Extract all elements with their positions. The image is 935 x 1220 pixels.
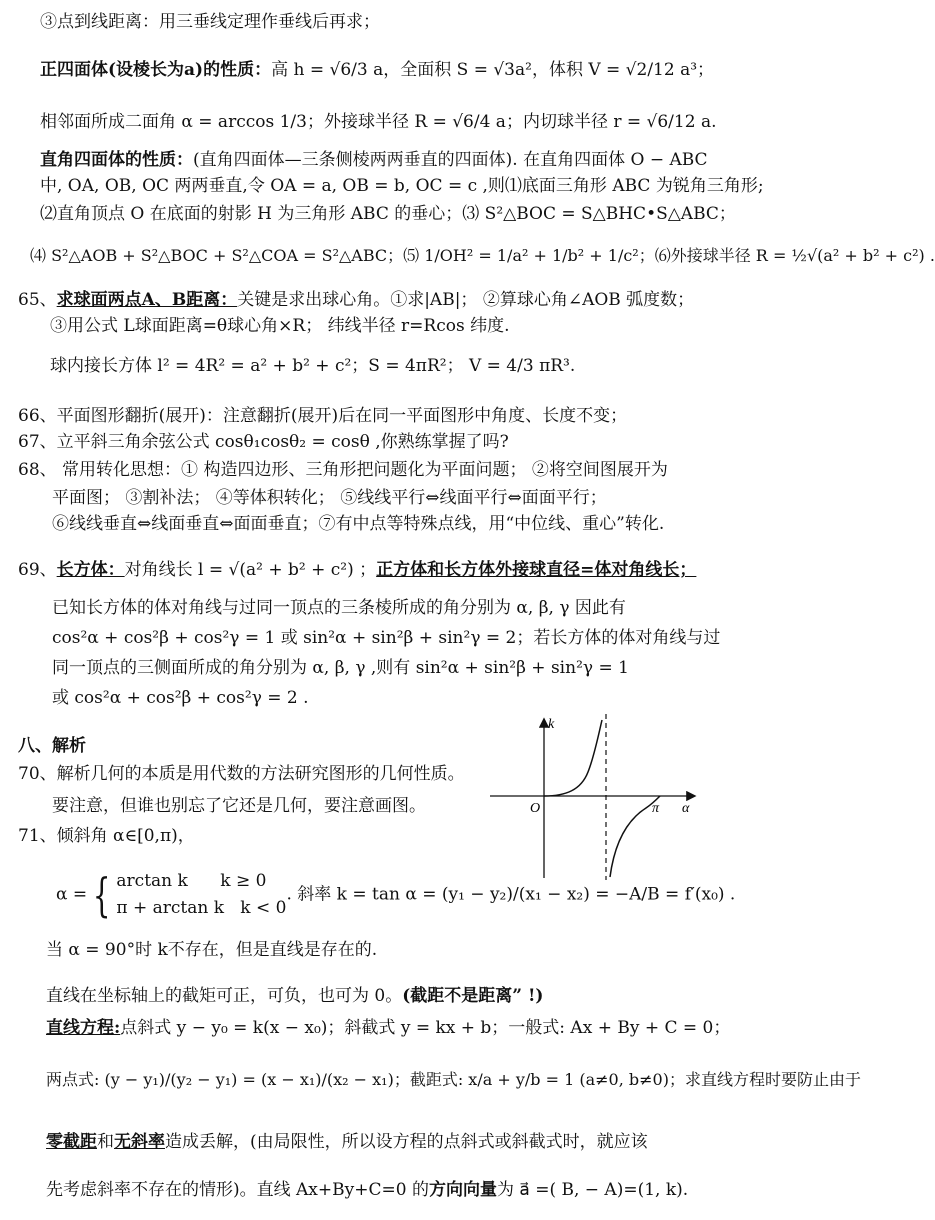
right-tetrahedron-line4: ⑷ S²△AOB + S²△BOC + S²△COA = S²△ABC；⑸ 1/OH² = 1/a² + 1/b² + 1/c²；⑹外接球半径 R = ½√(a² + b² + c²) . — [30, 246, 935, 265]
and-word: 和 — [97, 1132, 114, 1152]
intercept-warning: (截距不是距离” !) — [402, 986, 544, 1006]
item-69-line3: cos²α + cos²β + cos²γ = 1 或 sin²α + sin²β + sin²γ = 2；若长方体的体对角线与过 — [52, 628, 721, 648]
item-69-line1 — [18, 560, 696, 581]
k-label: k — [548, 717, 555, 732]
item-65-text1: 关键是求出球心角。①求|AB|； ②算球心角∠AOB 弧度数； — [237, 290, 695, 310]
item-67: 67、立平斜三角余弦公式 cosθ₁cosθ₂ = cosθ ,你熟练掌握了吗? — [18, 432, 509, 452]
item-68-line1: 68、 常用转化思想：① 构造四边形、三角形把问题化为平面问题； ②将空间图展开为 — [18, 460, 668, 480]
item-69-line2: 已知长方体的体对角线与过同一顶点的三条棱所成的角分别为 α, β, γ 因此有 — [52, 598, 626, 618]
item-65-head: 求球面两点A、B距离： — [56, 290, 238, 310]
item-69-diagonal: 对角线长 l = √(a² + b² + c²) ； — [124, 560, 377, 580]
item-71-line6: 两点式: (y − y₁)/(y₂ − y₁) = (x − x₁)/(x₂ − x₁)；截距式: x/a + y/b = 1 (a≠0, b≠0)；求直线方程时要防止由于 — [46, 1070, 861, 1089]
distance-point-line: ③点到线距离：用三垂线定理作垂线后再求； — [40, 12, 380, 32]
piecewise-lhs: α = — [56, 884, 88, 905]
right-tetrahedron-head: 直角四面体的性质： — [40, 150, 193, 170]
item-69-sphere: 正方体和长方体外接球直径=体对角线长； — [376, 560, 697, 580]
piecewise-case1: arctan k k ≥ 0 — [116, 871, 267, 891]
item-66: 66、平面图形翻折(展开)：注意翻折(展开)后在同一平面图形中角度、长度不变； — [18, 406, 628, 426]
item-65-line2: ③用公式 L球面距离=θ球心角×R； 纬线半径 r=Rcos 纬度. — [50, 316, 510, 336]
right-tetrahedron-line2: 中, OA, OB, OC 两两垂直,令 OA = a, OB = b, OC = c ,则⑴底面三角形 ABC 为锐角三角形; — [40, 176, 764, 196]
item-69-line4: 同一顶点的三侧面所成的角分别为 α, β, γ ,则有 sin²α + sin²β + sin²γ = 1 — [52, 658, 629, 678]
item-71-line7 — [46, 1132, 648, 1153]
line-equation-head: 直线方程: — [46, 1018, 121, 1038]
item-69-line5: 或 cos²α + cos²β + cos²γ = 2 . — [52, 688, 309, 708]
intercept-note: 直线在坐标轴上的截矩可正，可负，也可为 0。 — [46, 986, 403, 1006]
zero-intercept: 零截距 — [46, 1132, 97, 1152]
item-71-line1: 71、倾斜角 α∈[0,π)， — [18, 826, 195, 846]
item-68-line3: ⑥线线垂直⇔线面垂直⇔面面垂直；⑦有中点等特殊点线，用“中位线、重心”转化. — [52, 514, 665, 534]
alpha-label: α — [682, 801, 690, 816]
slope-formula: . 斜率 k = tan α = (y₁ − y₂)/(x₁ − x₂) = −A/B = f′(x₀) . — [286, 884, 736, 905]
item-70-line1: 70、解析几何的本质是用代数的方法研究图形的几何性质。 — [18, 764, 465, 784]
right-tetrahedron-text1: (直角四面体—三条侧棱两两垂直的四面体). 在直角四面体 O − ABC — [193, 150, 708, 170]
right-tetrahedron-line1 — [40, 150, 708, 171]
item-69-number: 69、 — [18, 560, 57, 580]
item-71-text7: 造成丢解，(由局限性，所以设方程的点斜式或斜截式时，就应该 — [165, 1132, 648, 1152]
no-slope: 无斜率 — [114, 1132, 165, 1152]
item-71-line3: 当 α = 90°时 k不存在，但是直线是存在的. — [46, 940, 378, 960]
item-71-line4 — [46, 986, 543, 1007]
item-65-line1 — [18, 290, 694, 311]
right-tetrahedron-line3: ⑵直角顶点 O 在底面的射影 H 为三角形 ABC 的垂心；⑶ S²△BOC = S△BHC•S△ABC； — [40, 204, 736, 224]
item-71-line5 — [46, 1018, 730, 1039]
regular-tetrahedron-line2: 相邻面所成二面角 α = arccos 1/3；外接球半径 R = √6/4 a；内切球半径 r = √6/12 a. — [40, 112, 717, 132]
item-68-line2: 平面图； ③割补法； ④等体积转化； ⑤线线平行⇔线面平行⇔面面平行； — [52, 488, 607, 508]
item-65-number: 65、 — [18, 290, 57, 310]
direction-vector-value: 为 a⃗ =( B, − A)=(1, k). — [496, 1180, 689, 1200]
item-69-head: 长方体： — [56, 560, 125, 580]
section-8-heading: 八、解析 — [18, 736, 86, 756]
item-71-line8 — [46, 1180, 688, 1201]
piecewise-case2: π + arctan k k < 0 — [116, 898, 287, 919]
regular-tetrahedron-head: 正四面体(设棱长为a)的性质： — [40, 60, 272, 80]
pi-label: π — [652, 801, 660, 816]
piecewise-cases — [116, 868, 286, 922]
piecewise-brace: { — [92, 868, 111, 923]
item-71-text8a: 先考虑斜率不存在的情形)。直线 Ax+By+C=0 的 — [46, 1180, 429, 1200]
regular-tetrahedron-formulas: 高 h = √6/3 a，全面积 S = √3a²，体积 V = √2/12 a³； — [271, 60, 715, 80]
arctan-slope-graph — [486, 712, 708, 882]
item-65-line3: 球内接长方体 l² = 4R² = a² + b² + c²；S = 4πR²； V = 4/3 πR³. — [50, 356, 576, 376]
item-71-piecewise — [56, 868, 735, 922]
regular-tetrahedron-line1 — [40, 60, 714, 81]
item-70-line2: 要注意，但谁也别忘了它还是几何，要注意画图。 — [52, 796, 426, 816]
line-equation-forms: 点斜式 y − y₀ = k(x − x₀)；斜截式 y = kx + b；一般式: Ax + By + C = 0； — [120, 1018, 731, 1038]
direction-vector-term: 方向向量 — [428, 1180, 497, 1200]
origin-label: O — [530, 801, 541, 816]
